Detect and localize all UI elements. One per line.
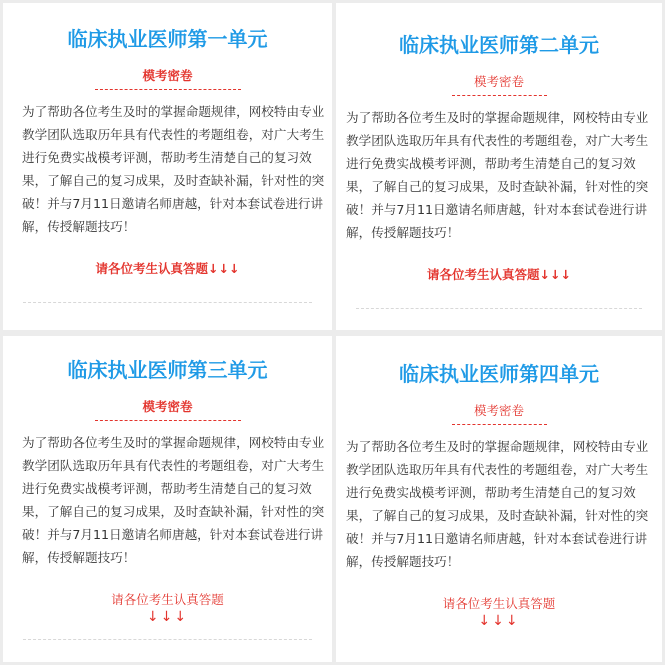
down-arrows-icon: ↓↓↓ [146,609,189,625]
description-line: 进行免费实战模考评测，帮助考生清楚自己的复习效 [346,156,636,171]
call-text: 请各位考生认真答题 [427,267,540,282]
description-line: 果，了解自己的复习成果，及时查缺补漏，针对性的突 [22,173,325,188]
down-arrows-icon: ↓↓↓ [478,613,520,629]
red-dashed-divider [452,95,547,96]
description [22,431,332,569]
description-line: 教学团队选取历年具有代表性的考题组卷，对广大考生 [22,458,325,473]
unit-card-1 [3,3,332,330]
call-text: 请各位考生认真答题 [95,261,209,276]
call-to-action [3,260,332,278]
description-line: 解，传授解题技巧！ [22,219,136,234]
red-dashed-divider [95,420,241,421]
description-line: 为了帮助各位考生及时的掌握命题规律，网校特由专业 [22,104,325,119]
description-line: 果，了解自己的复习成果，及时查缺补漏，针对性的突 [22,504,325,519]
down-arrows-icon: ↓↓↓ [208,261,240,276]
subtitle: 模考密卷 [473,403,524,418]
unit-title: 临床执业医师第四单元 [399,362,599,386]
description-line: 果，了解自己的复习成果，及时查缺补漏，针对性的突 [346,179,649,194]
description-line: 解，传授解题技巧！ [346,225,460,240]
description-line: 破！并与7月11日邀请名师唐越，针对本套试卷进行讲 [346,531,648,546]
description-line: 教学团队选取历年具有代表性的考题组卷，对广大考生 [346,462,649,477]
subtitle: 模考密卷 [473,74,524,89]
down-arrows-icon: ↓↓↓ [539,267,571,282]
gray-dashed-divider [23,639,312,640]
description-line: 进行免费实战模考评测，帮助考生清楚自己的复习效 [22,481,312,496]
description-line: 破！并与7月11日邀请名师唐越，针对本套试卷进行讲 [346,202,648,217]
call-to-action: 请各位考生认真答题 [111,592,224,607]
description [346,435,662,573]
description-line: 进行免费实战模考评测，帮助考生清楚自己的复习效 [346,485,636,500]
description-line: 破！并与7月11日邀请名师唐越，针对本套试卷进行讲 [22,527,324,542]
subtitle: 模考密卷 [142,68,193,83]
subtitle: 模考密卷 [142,399,193,414]
call-to-action: 请各位考生认真答题 [442,596,556,611]
description-line: 解，传授解题技巧！ [22,550,136,565]
call-to-action [336,266,662,284]
gray-dashed-divider [23,302,312,303]
unit-card-2 [336,3,662,330]
unit-title: 临床执业医师第三单元 [67,358,268,382]
gray-dashed-divider [356,308,642,309]
unit-card-4 [336,336,662,662]
description-line: 为了帮助各位考生及时的掌握命题规律，网校特由专业 [346,439,649,454]
red-dashed-divider [95,89,241,90]
description [346,106,662,244]
red-dashed-divider [452,424,547,425]
description-line: 解，传授解题技巧！ [346,554,460,569]
description [22,100,332,238]
description-line: 教学团队选取历年具有代表性的考题组卷，对广大考生 [22,127,325,142]
description-line: 为了帮助各位考生及时的掌握命题规律，网校特由专业 [22,435,325,450]
unit-title: 临床执业医师第一单元 [67,27,268,51]
unit-title: 临床执业医师第二单元 [399,33,599,57]
description-line: 进行免费实战模考评测，帮助考生清楚自己的复习效 [22,150,312,165]
description-line: 教学团队选取历年具有代表性的考题组卷，对广大考生 [346,133,649,148]
description-line: 为了帮助各位考生及时的掌握命题规律，网校特由专业 [346,110,649,125]
description-line: 果，了解自己的复习成果，及时查缺补漏，针对性的突 [346,508,649,523]
unit-card-3 [3,336,332,662]
description-line: 破！并与7月11日邀请名师唐越，针对本套试卷进行讲 [22,196,324,211]
